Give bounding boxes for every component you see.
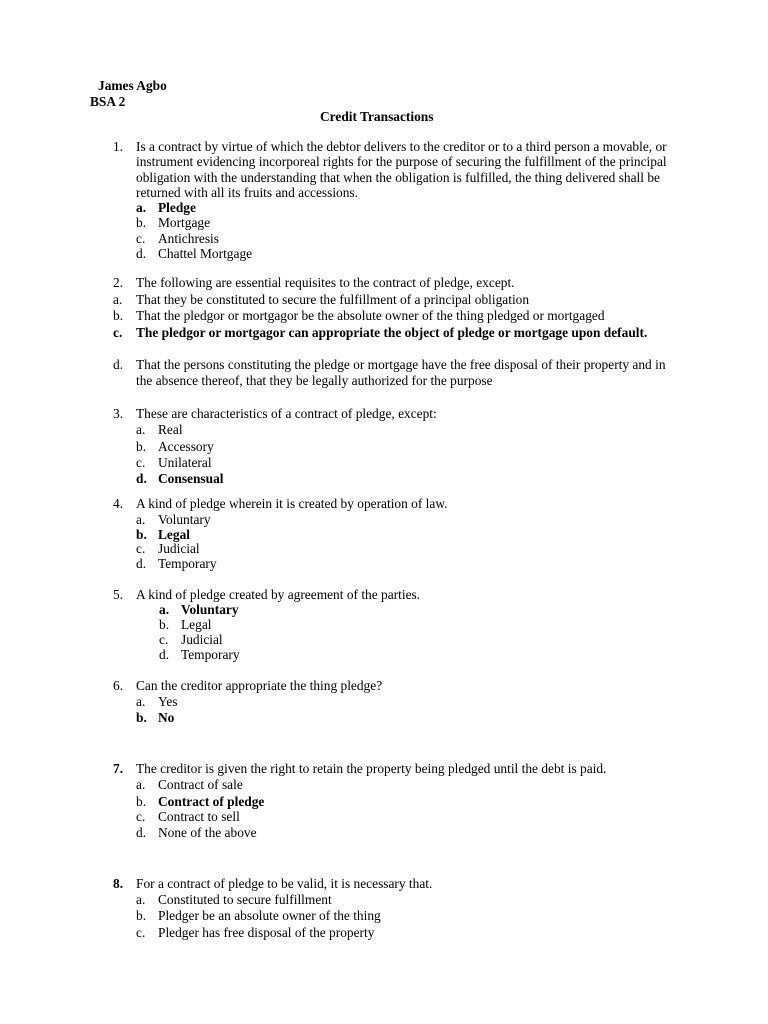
option-text: Real: [158, 422, 183, 437]
option-label: d.: [136, 825, 147, 840]
option-label: d.: [136, 556, 147, 571]
option-text: None of the above: [158, 825, 257, 840]
option-label: a.: [159, 602, 170, 617]
option-text: Antichresis: [158, 231, 219, 246]
option-label: a.: [136, 422, 146, 437]
student-section: BSA 2: [90, 94, 126, 109]
option-label: a.: [136, 892, 146, 907]
option-label: c.: [136, 455, 146, 470]
option-label: a.: [136, 512, 146, 527]
option-text: Constituted to secure fulfillment: [158, 892, 332, 907]
option-label: d.: [136, 246, 147, 261]
question-text: Is a contract by virtue of which the debtor delivers to the creditor or to a third person a movable, or instrument evidencing incorporeal rights for the purpose of securing the fulfillment of the principal obligation with the understanding that when the obligation is fulfilled, the thing delivered shall be returned with all its fruits and accessions.: [136, 139, 667, 201]
option-text: Voluntary: [181, 602, 239, 617]
document-title: Credit Transactions: [320, 109, 434, 124]
option-text: That the persons constituting the pledge or mortgage have the free disposal of their property and in the absence thereof, that they be legally authorized for the purpose: [136, 357, 666, 388]
question-text: For a contract of pledge to be valid, it is necessary that.: [136, 876, 433, 891]
option-text: Legal: [158, 527, 190, 542]
option-label: c.: [136, 541, 146, 556]
option-text: No: [158, 710, 175, 725]
option-label: a.: [136, 200, 147, 215]
option-label: c.: [136, 925, 146, 940]
option-label: b.: [136, 527, 147, 542]
option-text: Judicial: [181, 632, 223, 647]
option-label: a.: [136, 694, 146, 709]
option-label: c.: [136, 809, 146, 824]
option-text: Voluntary: [158, 512, 211, 527]
option-label: c.: [113, 325, 123, 340]
option-label: b.: [136, 794, 147, 809]
question-text: Can the creditor appropriate the thing pledge?: [136, 678, 383, 693]
option-text: That the pledgor or mortgagor be the absolute owner of the thing pledged or mortgaged: [136, 308, 605, 323]
question-number: 7.: [113, 761, 124, 776]
option-label: b.: [136, 908, 147, 923]
option-text: Contract of pledge: [158, 794, 265, 809]
option-text: Unilateral: [158, 455, 212, 470]
question-text: The creditor is given the right to retain the property being pledged until the debt is paid.: [136, 761, 607, 776]
question-text: A kind of pledge created by agreement of the parties.: [136, 587, 421, 602]
option-label: b.: [136, 215, 147, 230]
question-number: 1.: [113, 139, 124, 154]
question-number: 4.: [113, 496, 124, 511]
option-text: Judicial: [158, 541, 200, 556]
question-number: 5.: [113, 587, 124, 602]
option-text: The pledgor or mortgagor can appropriate the object of pledge or mortgage upon default.: [136, 325, 648, 340]
option-label: d.: [136, 471, 147, 486]
question-number: 6.: [113, 678, 124, 693]
question-number: 3.: [113, 406, 124, 421]
option-text: Consensual: [158, 471, 224, 486]
option-text: Pledger be an absolute owner of the thing: [158, 908, 381, 923]
option-label: d.: [159, 647, 170, 662]
question-text: These are characteristics of a contract of pledge, except:: [136, 406, 437, 421]
option-label: b.: [136, 439, 147, 454]
option-text: Yes: [158, 694, 178, 709]
option-label: a.: [136, 777, 146, 792]
option-label: b.: [136, 710, 147, 725]
question-text: The following are essential requisites to the contract of pledge, except.: [136, 275, 515, 290]
option-label: d.: [113, 357, 124, 372]
option-label: b.: [113, 308, 124, 323]
option-label: c.: [159, 632, 169, 647]
student-name: James Agbo: [98, 78, 167, 93]
option-text: Contract to sell: [158, 809, 240, 824]
option-text: Legal: [181, 617, 212, 632]
question-number: 8.: [113, 876, 124, 891]
option-label: c.: [136, 231, 146, 246]
option-text: Pledge: [158, 200, 196, 215]
option-text: Chattel Mortgage: [158, 246, 253, 261]
question-text: A kind of pledge wherein it is created by operation of law.: [136, 496, 448, 511]
option-label: b.: [159, 617, 170, 632]
option-text: Mortgage: [158, 215, 211, 230]
option-text: Accessory: [158, 439, 214, 454]
option-text: Temporary: [158, 556, 217, 571]
option-text: Pledger has free disposal of the property: [158, 925, 375, 940]
option-label: a.: [113, 292, 123, 307]
option-text: That they be constituted to secure the fulfillment of a principal obligation: [136, 292, 530, 307]
question-number: 2.: [113, 275, 124, 290]
option-text: Contract of sale: [158, 777, 243, 792]
option-text: Temporary: [181, 647, 240, 662]
